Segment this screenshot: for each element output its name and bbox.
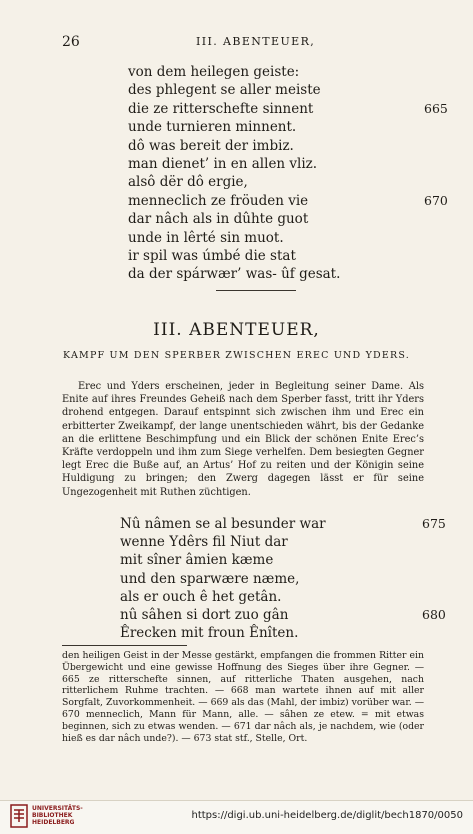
section-subtitle: KAMPF UM DEN SPERBER ZWISCHEN EREC UND YDERS. [63, 350, 410, 361]
library-name: UNIVERSITÄTS- BIBLIOTHEK HEIDELBERG [32, 805, 83, 826]
footnote: den heiligen Geist in der Messe gestärkt, empfangen die frommen Ritter ein Übergewicht und eine gewisse Hoffnung des Sieges über ihre Gegner. — 665 ze ritterschefte sinnen, auf ritterliche Thaten ausgehen, nach ritterlichem Ruhme trachten. — 668 man wartete ihnen auf mit aller Sorgfalt, Zuvorkommenheit. — 669 als das (Mahl, der imbiz) vorüber war. — 670 menneclich, Mann für Mann, alle. — sâhen ze etew. = mit etwas beginnen, sich zu etwas wenden. — 671 dar nâch als, je nachdem, wie (oder hieß es dar nâch unde?). — 673 stat stf., Stelle, Ort. [62, 650, 424, 744]
verse-block-1 [128, 64, 448, 285]
verse-line: von dem heilegen geiste: [128, 64, 300, 80]
verse-line: Êrecken mit froun Ênîten. [120, 625, 299, 642]
verse-line: und den sparwære næme, [120, 570, 300, 587]
line-number: 670 [424, 192, 448, 208]
footnote-divider [62, 645, 187, 646]
verse-line: wenne Ydêrs fil Niut dar [120, 534, 288, 551]
verse-line: die ze ritterschefte sinnent 665 [128, 100, 448, 117]
verse-line: ir spil was úmbé die stat [128, 247, 296, 264]
verse-line: unde in lêrté sin muot. [128, 229, 284, 246]
line-number: 675 [422, 516, 446, 531]
verse-line: nû sâhen si dort zuo gân 680 [120, 606, 446, 623]
verse-line: man dienet’ in en allen vliz. [128, 155, 318, 172]
line-number: 665 [424, 100, 448, 116]
library-logo-icon [10, 804, 28, 828]
summary-paragraph: Erec und Yders erscheinen, jeder in Begleitung seiner Dame. Als Enite auf ihres Freundes Geheiß nach dem Sperber fasst, tritt ihr Yders drohend entgegen. Darauf entspinnt sich zwischen ihm und Erec ein erbitterter Zweikampf, der lange unentschieden währt, bis der Gedanke an die erlittene Beschimpfung und ein Blick der schönen Enite Erec’s Kräfte verdoppeln und ihm zum Siege verhelfen. Dem besiegten Gegner legt Erec die Buße auf, an Artus’ Hof zu reiten und der Königin seine Huldigung zu bringen; den Zwerg dagegen lässt er für seine Ungezogenheit mit Ruthen züchtigen. [62, 381, 424, 498]
verse-line: mit sîner âmien kæme [120, 552, 274, 569]
section-title: III. ABENTEUER, [153, 320, 320, 340]
verse-line: dar nâch als in dûhte guot [128, 211, 309, 228]
verse-line: des phlegent se aller meiste [128, 82, 321, 99]
verse-line: als er ouch ê het getân. [120, 588, 282, 605]
verse-line: alsô dër dô ergie, [128, 174, 248, 191]
verse-line: unde turnieren minnent. [128, 119, 297, 136]
verse-line: menneclich ze fröuden vie 670 [128, 192, 448, 209]
section-divider [216, 290, 296, 291]
permalink-link[interactable]: https://digi.ub.uni-heidelberg.de/diglit/bech1870/0050 [191, 810, 463, 821]
running-head: III. ABENTEUER, [196, 35, 316, 48]
permalink[interactable] [191, 810, 463, 821]
page-number: 26 [62, 34, 80, 50]
verse-line: Nû nâmen se al besunder war 675 [120, 516, 446, 532]
line-number: 680 [422, 606, 446, 622]
verse-line: da der spárwær’ was- ûf gesat. [128, 266, 341, 283]
verse-block-2 [120, 516, 446, 643]
verse-line: dô was bereit der imbiz. [128, 137, 294, 154]
